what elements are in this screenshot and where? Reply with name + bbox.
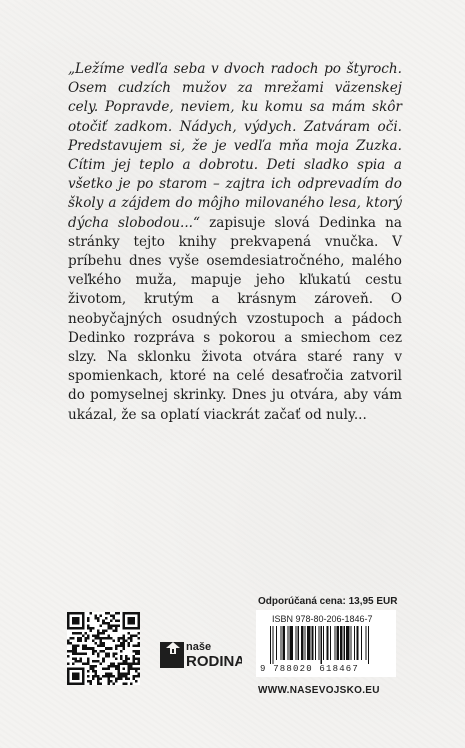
blurb-text: zapisuje slová Dedinka na stránky tejto knihy prekvapená vnučka. V príbehu dnes vyše osemdesiatročného, malého veľkého muža, mapuje jeho kľukatú cestu životom, krutým a krásnym zároveň. O neobyčajných osudných vzostupoch a pádoch Dedinko rozpráva s pokorou a smiechom cez slzy. Na sklonku života otvára staré rany v spomienkach, ktoré na celé desaťročia zatvoril do pomyselnej skrinky. Dnes ju otvára, aby vám ukázal, že sa oplatí viackrát začať od nuly... [68, 214, 402, 423]
publisher-line1: naše [186, 641, 212, 653]
barcode-icon [270, 626, 384, 664]
website-url: WWW.NASEVOJSKO.EU [258, 685, 380, 696]
publisher-logo [160, 640, 242, 676]
back-cover-blurb [68, 60, 402, 425]
blurb-paragraph [68, 60, 402, 425]
price-label: Odporúčaná cena: 13,95 EUR [258, 596, 398, 607]
isbn-barcode [256, 610, 396, 677]
qr-code-icon [67, 612, 140, 685]
ean-digits: 9 788020 618467 [260, 664, 360, 674]
publisher-line2: RODINA [186, 653, 242, 670]
isbn-text: ISBN 978-80-206-1846-7 [272, 614, 373, 624]
blurb-quote: „Ležíme vedľa seba v dvoch radoch po štyroch. Osem cudzích mužov za mrežami väzenskej cely. Popravde, neviem, ku komu sa mám skôr otočiť zadkom. Nádych, výdych. Zatváram oči. Predstavujem si, že je vedľa mňa moja Zuzka. Cítim jej teplo a dobrotu. Deti sladko spia a všetko je po starom – zajtra ich odprevadím do školy a zájdem do môjho milovaného lesa, ktorý dýcha slobodou...“ [68, 61, 402, 231]
